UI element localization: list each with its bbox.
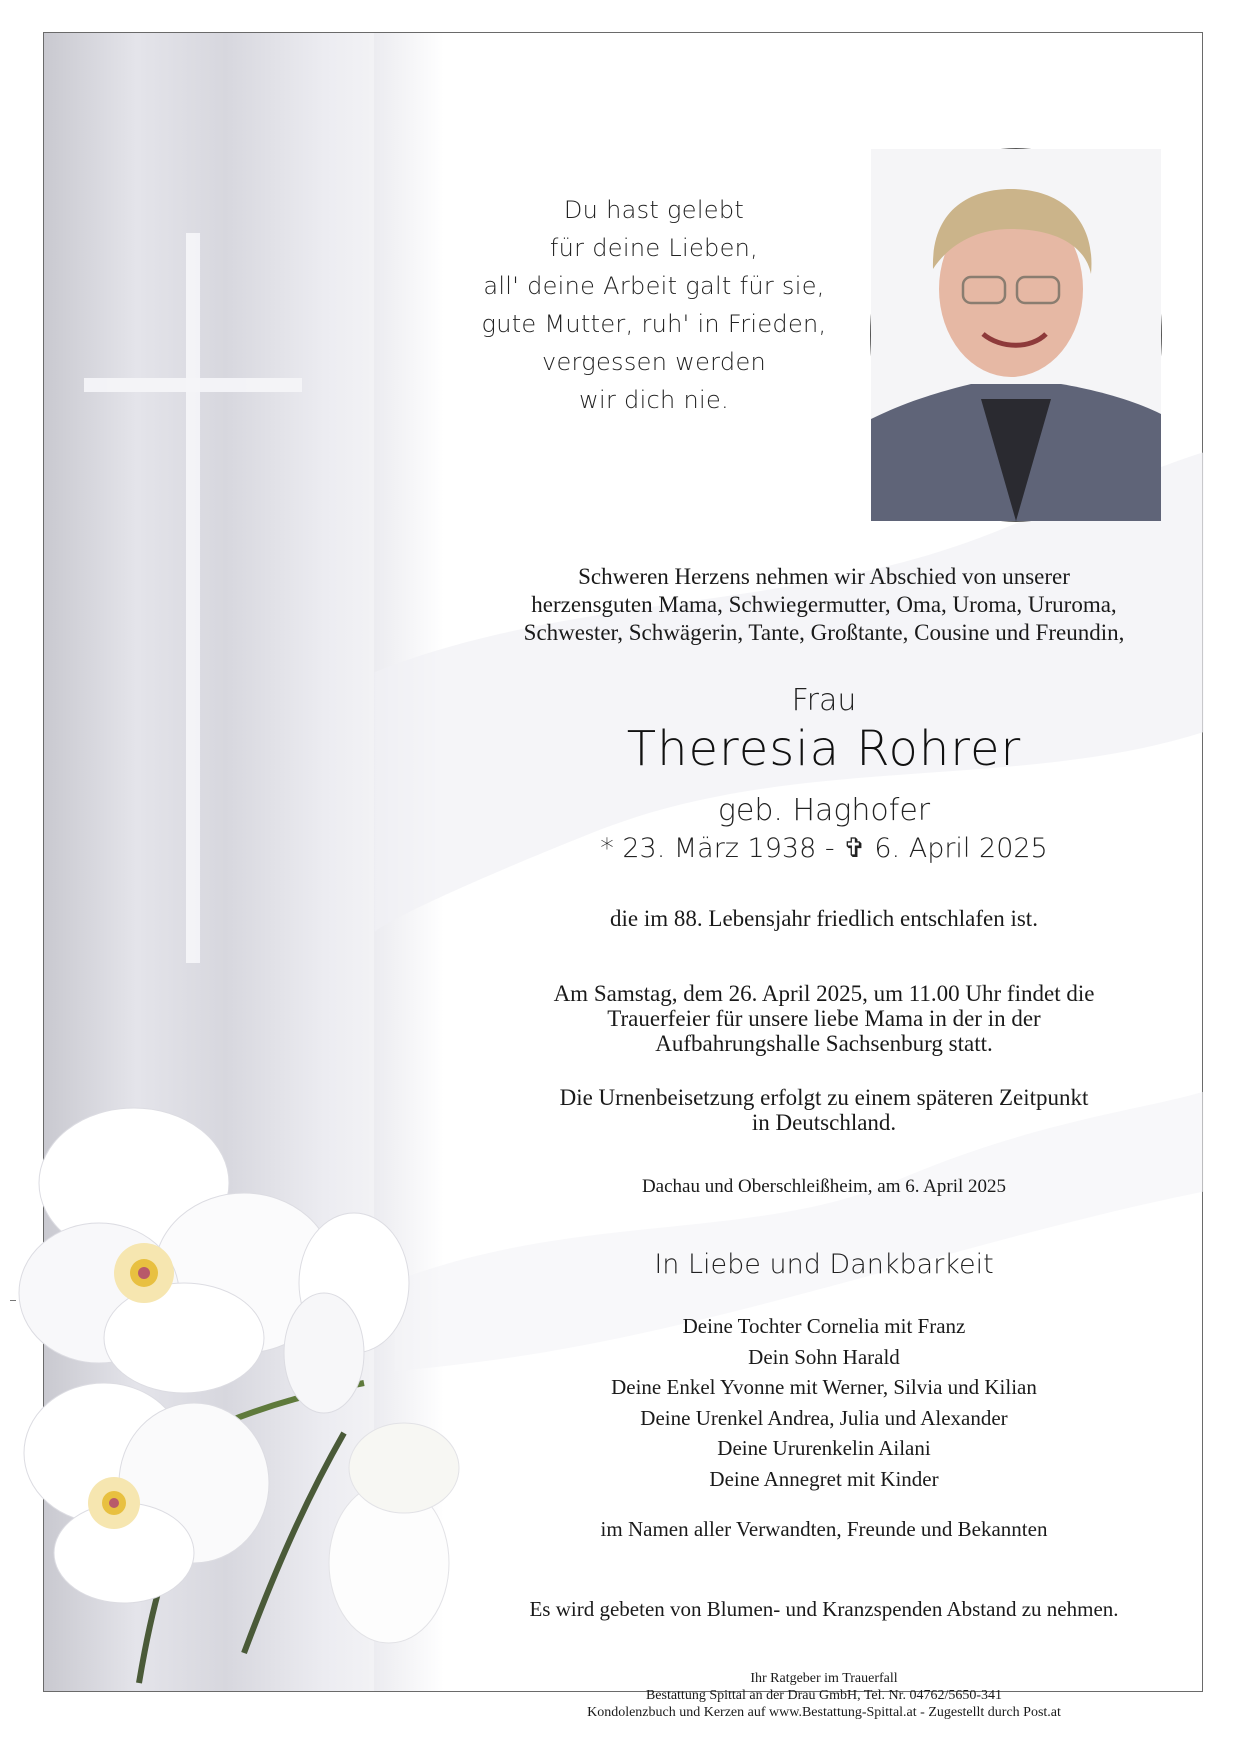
urn-line: Die Urnenbeisetzung erfolgt zu einem späteren Zeitpunkt <box>559 1085 1089 1110</box>
list-item: Deine Ururenkelin Ailani <box>717 1436 931 1460</box>
scan-mark <box>10 1300 16 1301</box>
footer-line: Ihr Ratgeber im Trauerfall <box>750 1671 898 1686</box>
urn-line: in Deutschland. <box>751 1110 897 1135</box>
salutation: Frau <box>791 683 857 718</box>
poem-line: wir dich nie. <box>579 386 729 414</box>
donation-request: Es wird gebeten von Blumen- und Kranzspenden Abstand zu nehmen. <box>529 1597 1119 1621</box>
intro-line: Schweren Herzens nehmen wir Abschied von unserer <box>578 564 1070 589</box>
maiden-name: geb. Haghofer <box>717 793 931 828</box>
list-item: Deine Urenkel Andrea, Julia und Alexander <box>640 1405 1008 1430</box>
orchid-icon <box>44 1123 474 1693</box>
ceremony-line: Am Samstag, dem 26. April 2025, um 11.00 Uhr findet die <box>553 981 1095 1006</box>
list-item: Deine Tochter Cornelia mit Franz <box>682 1314 966 1338</box>
ceremony-info <box>444 981 1204 1056</box>
obituary-card <box>43 32 1203 1720</box>
poem-line: gute Mutter, ruh' in Frieden, <box>481 310 827 338</box>
footer-line: Kondolenzbuch und Kerzen auf www.Bestattung-Spittal.at - Zugestellt durch Post.at <box>587 1705 1061 1720</box>
deceased-name: Theresia Rohrer <box>626 721 1022 777</box>
list-item: Deine Enkel Yvonne mit Werner, Silvia und Kilian <box>611 1375 1037 1399</box>
list-item: Dein Sohn Harald <box>748 1344 900 1369</box>
place-and-date: Dachau und Oberschleißheim, am 6. April 2025 <box>641 1176 1007 1197</box>
passing-statement: die im 88. Lebensjahr friedlich entschlafen ist. <box>610 906 1038 931</box>
footer-line: Bestattung Spittal an der Drau GmbH, Tel. Nr. 04762/5650-341 <box>645 1688 1003 1703</box>
poem-line: all' deine Arbeit galt für sie, <box>483 272 825 300</box>
closing-phrase: In Liebe und Dankbarkeit <box>654 1249 994 1280</box>
urn-burial-info <box>444 1085 1204 1135</box>
latin-cross-icon <box>84 233 304 983</box>
poem-line: Du hast gelebt <box>563 196 745 224</box>
intro-line: Schwester, Schwägerin, Tante, Großtante, Cousine und Freundin, <box>523 620 1125 645</box>
poem-line: für deine Lieben, <box>549 234 759 262</box>
funeral-home-footer <box>444 1670 1204 1721</box>
mourners-list <box>444 1311 1204 1494</box>
relatives-line: im Namen aller Verwandten, Freunde und Bekannten <box>600 1517 1048 1541</box>
farewell-intro <box>444 563 1204 647</box>
ceremony-line: Trauerfeier für unsere liebe Mama in der in der <box>607 1006 1041 1031</box>
life-dates: * 23. März 1938 - ✞ 6. April 2025 <box>600 833 1048 864</box>
person-photo-icon <box>870 148 1162 522</box>
intro-line: herzensguten Mama, Schwiegermutter, Oma, Uroma, Ururoma, <box>531 592 1117 617</box>
poem-line: vergessen werden <box>541 348 767 376</box>
ceremony-line: Aufbahrungshalle Sachsenburg statt. <box>655 1031 993 1056</box>
memorial-poem <box>444 191 864 419</box>
list-item: Deine Annegret mit Kinder <box>709 1466 939 1491</box>
